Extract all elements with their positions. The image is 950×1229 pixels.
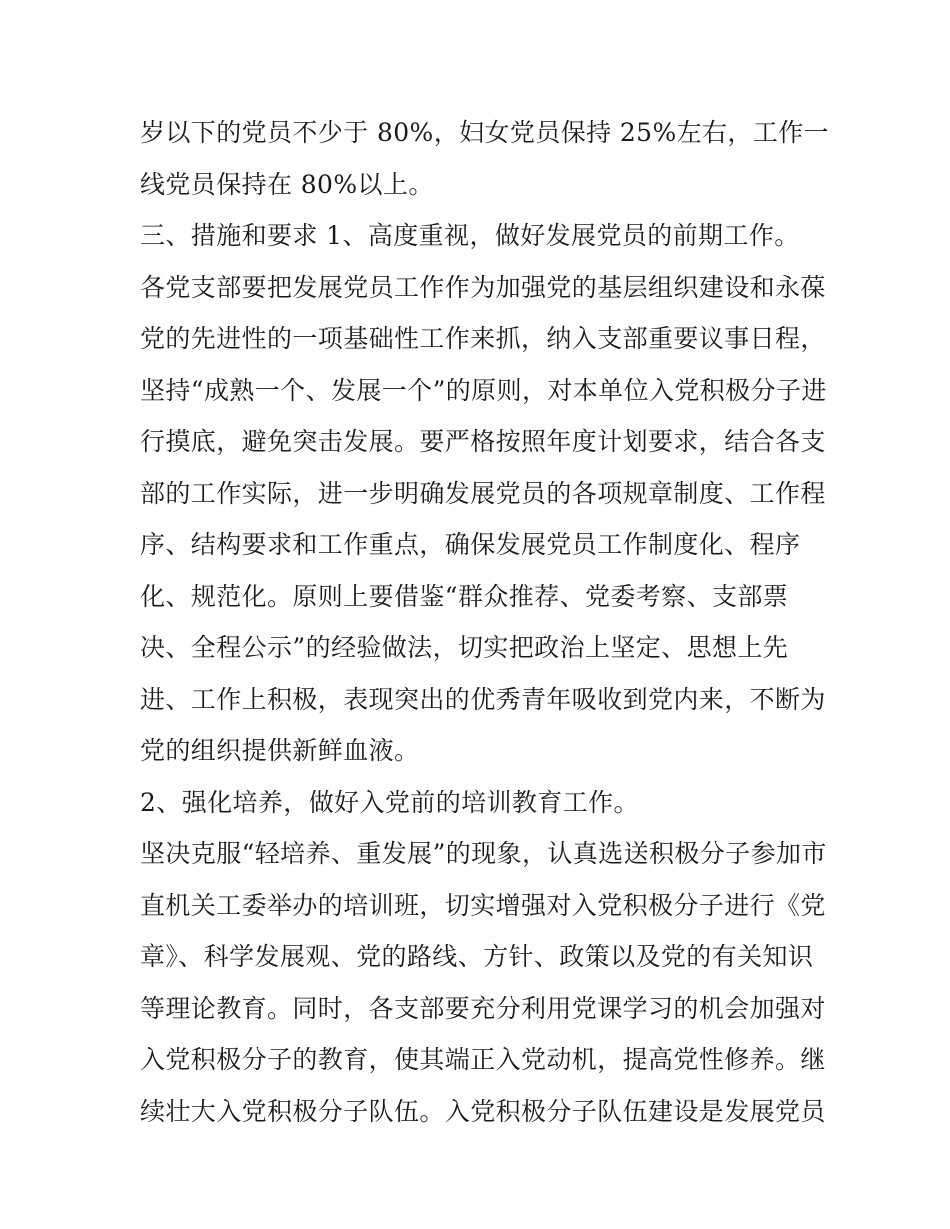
subheading-line: 2、强化培养，做好入党前的培训教育工作。 (140, 787, 639, 817)
text-line: 各党支部要把发展党员工作作为加强党的基层组织建设和永葆 (140, 272, 826, 302)
text-line: 线党员保持在 80%以上。 (140, 169, 434, 199)
text-line: 行摸底，避免突击发展。要严格按照年度计划要求，结合各支 (140, 427, 826, 456)
text-line: 化、规范化。原则上要借鉴“群众推荐、党委考察、支部票 (140, 581, 789, 611)
text-line: 进、工作上积极，表现突出的优秀青年吸收到党内来，不断为 (140, 684, 826, 714)
text-line: 决、全程公示”的经验做法，切实把政治上坚定、思想上先 (140, 633, 789, 662)
body-text (140, 107, 830, 1137)
text-line: 序、结构要求和工作重点，确保发展党员工作制度化、程序 (140, 530, 801, 559)
text-line: 续壮大入党积极分子队伍。入党积极分子队伍建设是发展党员 (140, 1096, 826, 1126)
text-line: 党的先进性的一项基础性工作来抓，纳入支部重要议事日程， (140, 324, 826, 353)
text-line: 坚决克服“轻培养、重发展”的现象，认真选送积极分子参加市 (140, 839, 827, 868)
section-heading-line: 三、措施和要求 1、高度重视，做好发展党员的前期工作。 (140, 221, 800, 250)
text-line: 章》、科学发展观、党的路线、方针、政策以及党的有关知识 (140, 942, 814, 971)
text-line: 部的工作实际，进一步明确发展党员的各项规章制度、工作程 (140, 478, 826, 508)
text-line: 岁以下的党员不少于 80%，妇女党员保持 25%左右，工作一 (140, 118, 830, 147)
text-line: 等理论教育。同时，各支部要充分利用党课学习的机会加强对 (140, 993, 826, 1023)
text-line: 党的组织提供新鲜血液。 (140, 736, 420, 765)
text-line: 坚持“成熟一个、发展一个”的原则，对本单位入党积极分子进 (140, 375, 827, 405)
text-line: 入党积极分子的教育，使其端正入党动机，提高党性修养。继 (140, 1045, 826, 1074)
text-line: 直机关工委举办的培训班，切实增强对入党积极分子进行《党 (140, 890, 826, 920)
